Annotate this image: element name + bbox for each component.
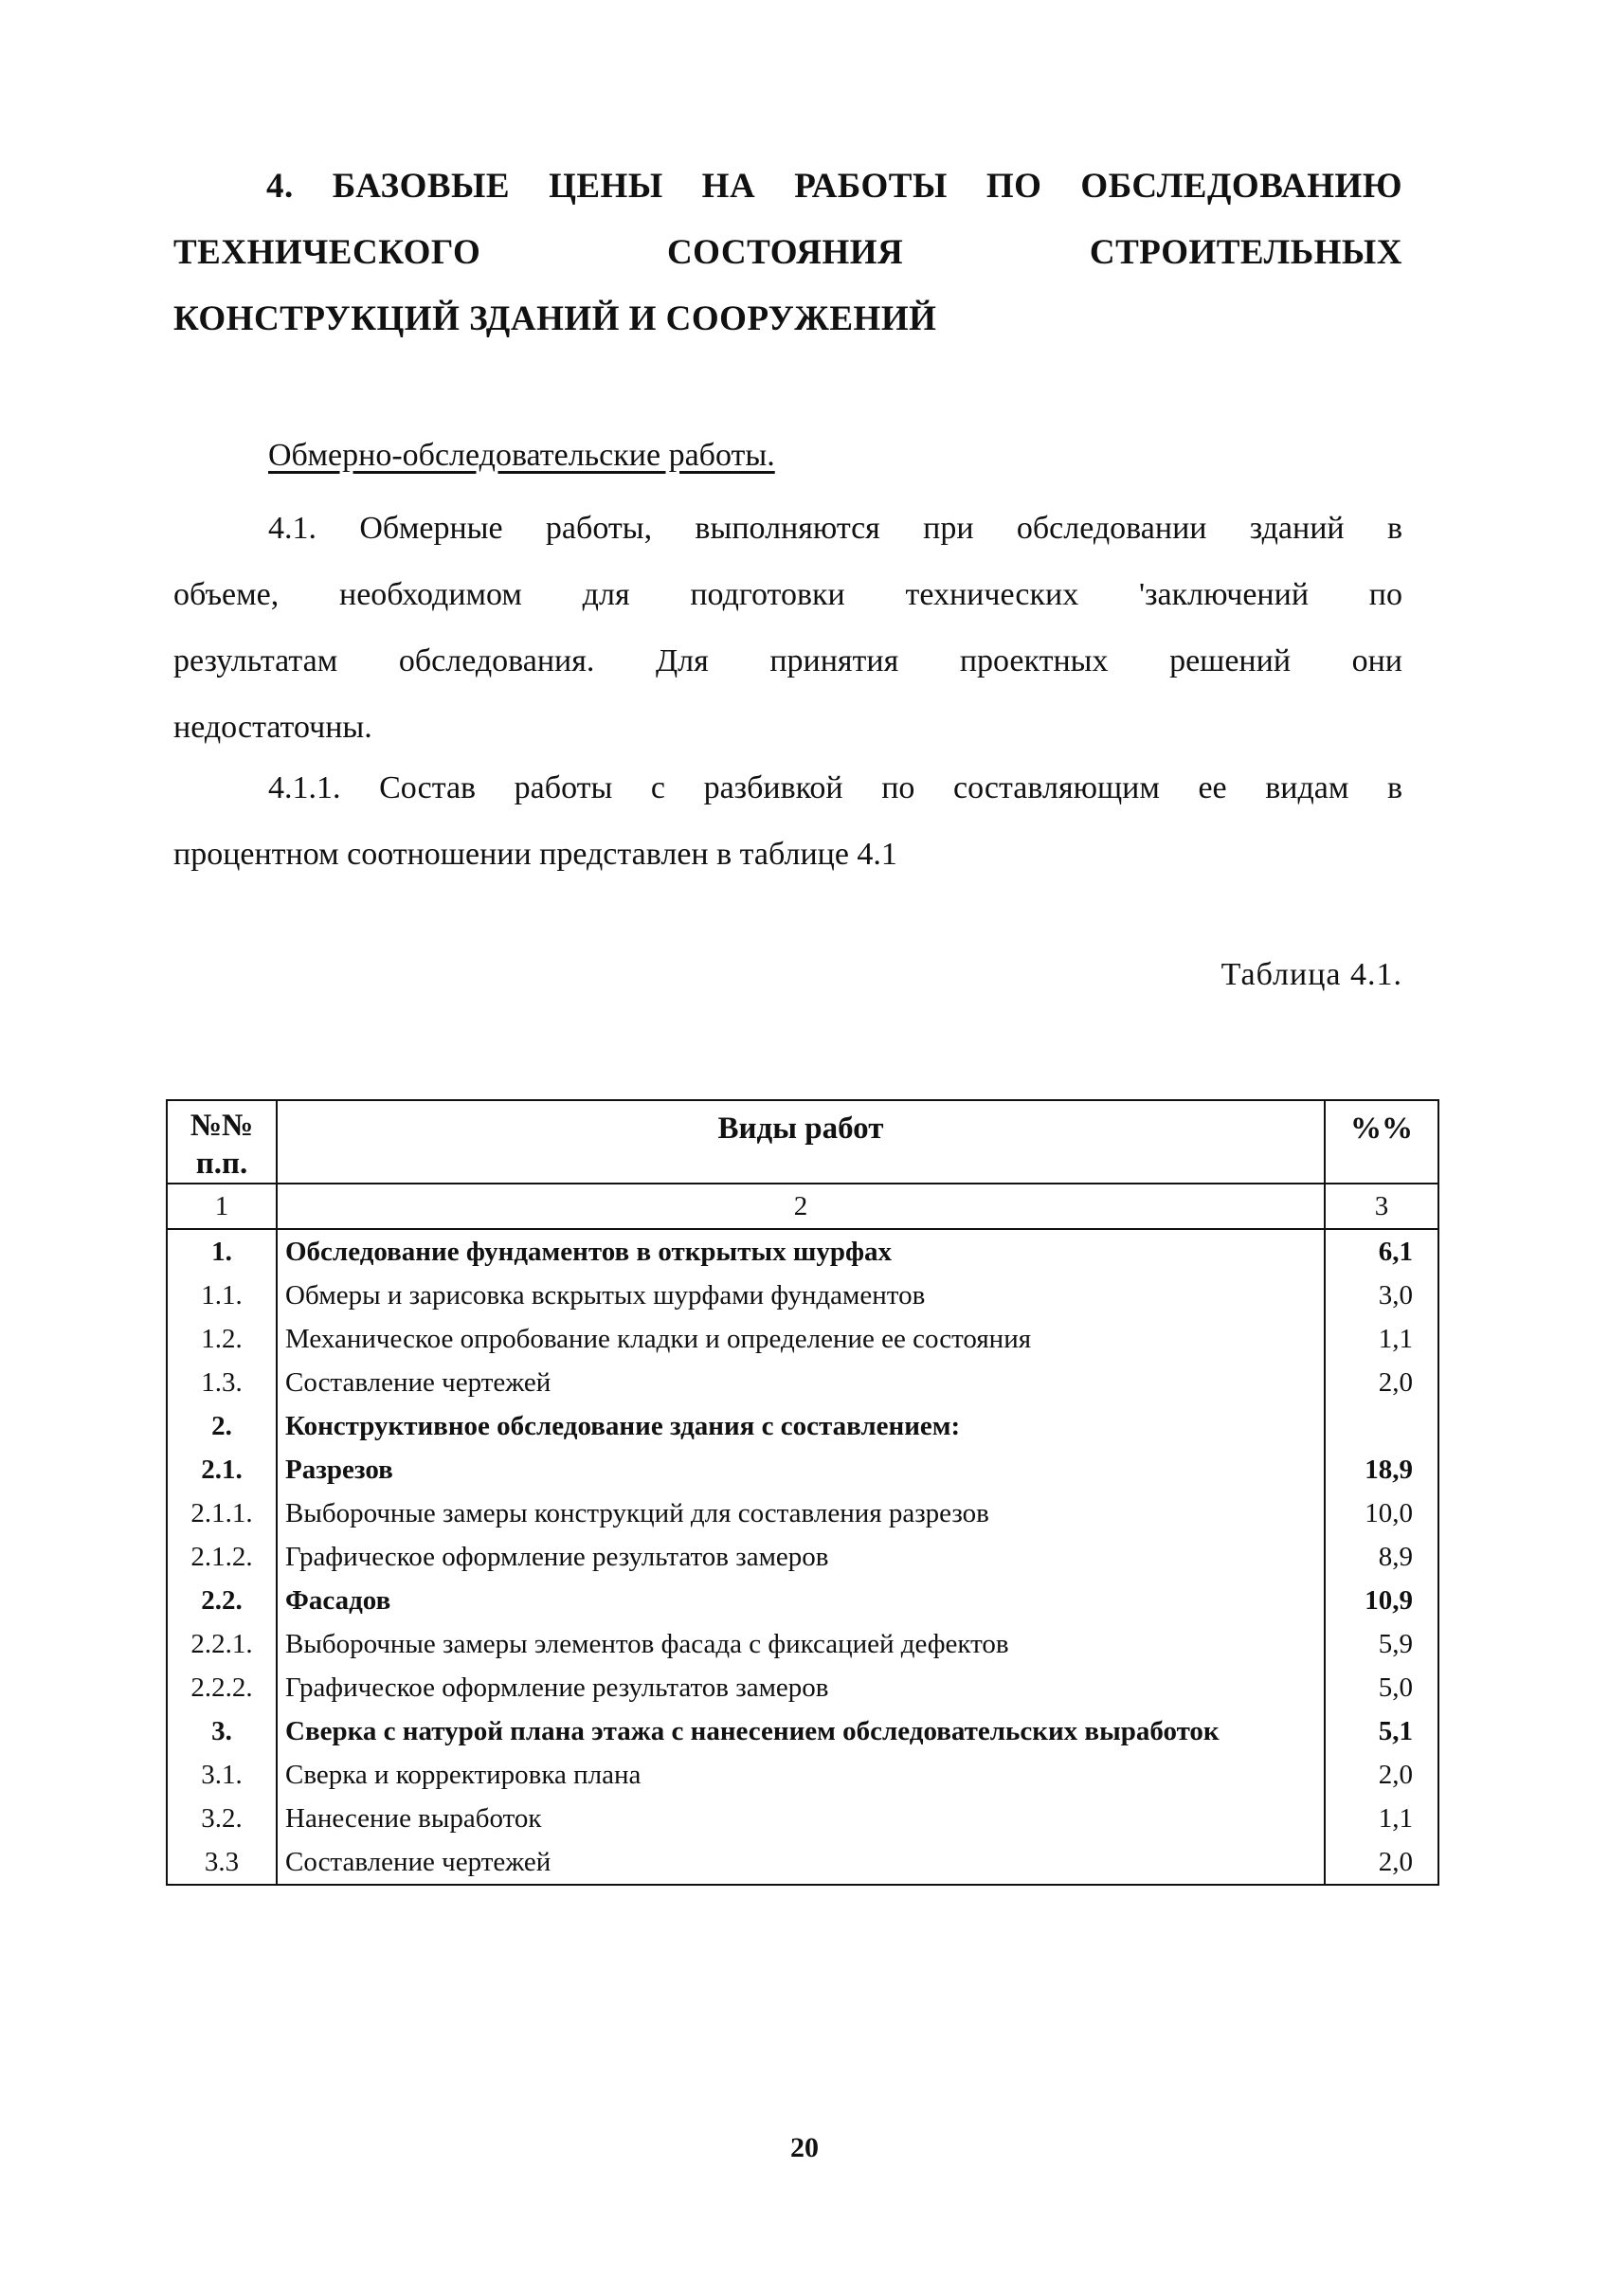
row-number: 1. (167, 1229, 277, 1274)
table-row (167, 1274, 1438, 1317)
row-number: 3. (167, 1709, 277, 1753)
row-percent: 18,9 (1325, 1448, 1438, 1491)
subheading: Обмерно-обследовательские работы. (268, 438, 775, 473)
section-title-line-2 (173, 220, 1402, 286)
row-percent: 8,9 (1325, 1535, 1438, 1579)
table-row (167, 1753, 1438, 1797)
table-row (167, 1491, 1438, 1535)
section-title-word: СОСТОЯНИЯ (666, 233, 904, 272)
header-percent: %% (1325, 1100, 1438, 1184)
row-percent: 2,0 (1325, 1753, 1438, 1797)
row-number: 3.1. (167, 1753, 277, 1797)
column-number: 3 (1325, 1184, 1438, 1229)
row-work-type: Обмеры и зарисовка вскрытых шурфами фундаментов (277, 1274, 1325, 1317)
row-work-type: Нанесение выработок (277, 1797, 1325, 1840)
row-work-type: Сверка с натурой плана этажа с нанесением обследовательских выработок (277, 1709, 1325, 1753)
paragraph-4-1 (173, 496, 1402, 761)
table-row (167, 1709, 1438, 1753)
section-title-line-1: 4. БАЗОВЫЕ ЦЕНЫ НА РАБОТЫ ПО ОБСЛЕДОВАНИЮ (266, 167, 1402, 206)
header-number (167, 1100, 277, 1184)
row-number: 1.2. (167, 1317, 277, 1361)
table-row (167, 1666, 1438, 1709)
row-work-type: Выборочные замеры элементов фасада с фиксацией дефектов (277, 1622, 1325, 1666)
row-work-type: Конструктивное обследование здания с составлением: (277, 1404, 1325, 1448)
row-work-type: Графическое оформление результатов замеров (277, 1666, 1325, 1709)
paragraph-line: 4.1.1. Состав работы с разбивкой по составляющим ее видам в (268, 770, 1402, 805)
row-percent: 1,1 (1325, 1317, 1438, 1361)
paragraph-line: процентном соотношении представлен в таблице 4.1 (173, 837, 897, 872)
column-number: 2 (277, 1184, 1325, 1229)
row-percent: 10,0 (1325, 1491, 1438, 1535)
row-percent: 2,0 (1325, 1840, 1438, 1885)
page-number: 20 (790, 2132, 819, 2163)
row-number: 2.1. (167, 1448, 277, 1491)
header-number-line-1: №№ (190, 1109, 254, 1143)
column-number-row (167, 1184, 1438, 1229)
row-percent: 5,1 (1325, 1709, 1438, 1753)
table-row (167, 1361, 1438, 1404)
section-title-word: ТЕХНИЧЕСКОГО (173, 233, 481, 272)
row-number: 2.2.1. (167, 1622, 277, 1666)
table-row (167, 1404, 1438, 1448)
row-percent: 6,1 (1325, 1229, 1438, 1274)
column-number: 1 (167, 1184, 277, 1229)
section-title (173, 154, 1402, 353)
row-number: 2.2. (167, 1579, 277, 1622)
row-work-type: Разрезов (277, 1448, 1325, 1491)
row-percent: 1,1 (1325, 1797, 1438, 1840)
table-row (167, 1797, 1438, 1840)
paragraph-line: 4.1. Обмерные работы, выполняются при обследовании зданий в (268, 511, 1402, 546)
row-number: 2. (167, 1404, 277, 1448)
table-header-row (167, 1100, 1438, 1184)
table-row (167, 1535, 1438, 1579)
table-row (167, 1840, 1438, 1885)
table-row (167, 1622, 1438, 1666)
row-work-type: Обследование фундаментов в открытых шурфах (277, 1229, 1325, 1274)
row-work-type: Выборочные замеры конструкций для составления разрезов (277, 1491, 1325, 1535)
table-caption: Таблица 4.1. (1220, 957, 1402, 992)
row-work-type: Сверка и корректировка плана (277, 1753, 1325, 1797)
table-row (167, 1317, 1438, 1361)
table-row (167, 1579, 1438, 1622)
header-work-type: Виды работ (277, 1100, 1325, 1184)
header-number-line-2: п.п. (195, 1147, 248, 1181)
row-percent: 10,9 (1325, 1579, 1438, 1622)
row-percent (1325, 1404, 1438, 1448)
row-number: 3.2. (167, 1797, 277, 1840)
row-number: 2.2.2. (167, 1666, 277, 1709)
table-row (167, 1448, 1438, 1491)
row-work-type: Составление чертежей (277, 1361, 1325, 1404)
row-number: 2.1.2. (167, 1535, 277, 1579)
paragraph-line: результатам обследования. Для принятия проектных решений они (173, 643, 1402, 678)
row-work-type: Составление чертежей (277, 1840, 1325, 1885)
table-row (167, 1229, 1438, 1274)
paragraph-line: объеме, необходимом для подготовки технических 'заключений по (173, 577, 1402, 612)
row-percent: 5,9 (1325, 1622, 1438, 1666)
row-number: 2.1.1. (167, 1491, 277, 1535)
paragraph-line: недостаточны. (173, 710, 372, 745)
row-percent: 5,0 (1325, 1666, 1438, 1709)
row-work-type: Графическое оформление результатов замеров (277, 1535, 1325, 1579)
row-number: 1.1. (167, 1274, 277, 1317)
section-title-line-3: КОНСТРУКЦИЙ ЗДАНИЙ И СООРУЖЕНИЙ (173, 299, 937, 338)
row-percent: 3,0 (1325, 1274, 1438, 1317)
row-work-type: Фасадов (277, 1579, 1325, 1622)
row-number: 3.3 (167, 1840, 277, 1885)
row-percent: 2,0 (1325, 1361, 1438, 1404)
row-work-type: Механическое опробование кладки и определение ее состояния (277, 1317, 1325, 1361)
paragraph-4-1-1 (173, 755, 1402, 888)
row-number: 1.3. (167, 1361, 277, 1404)
section-title-word: СТРОИТЕЛЬНЫХ (1089, 233, 1402, 272)
works-table (166, 1099, 1439, 1886)
